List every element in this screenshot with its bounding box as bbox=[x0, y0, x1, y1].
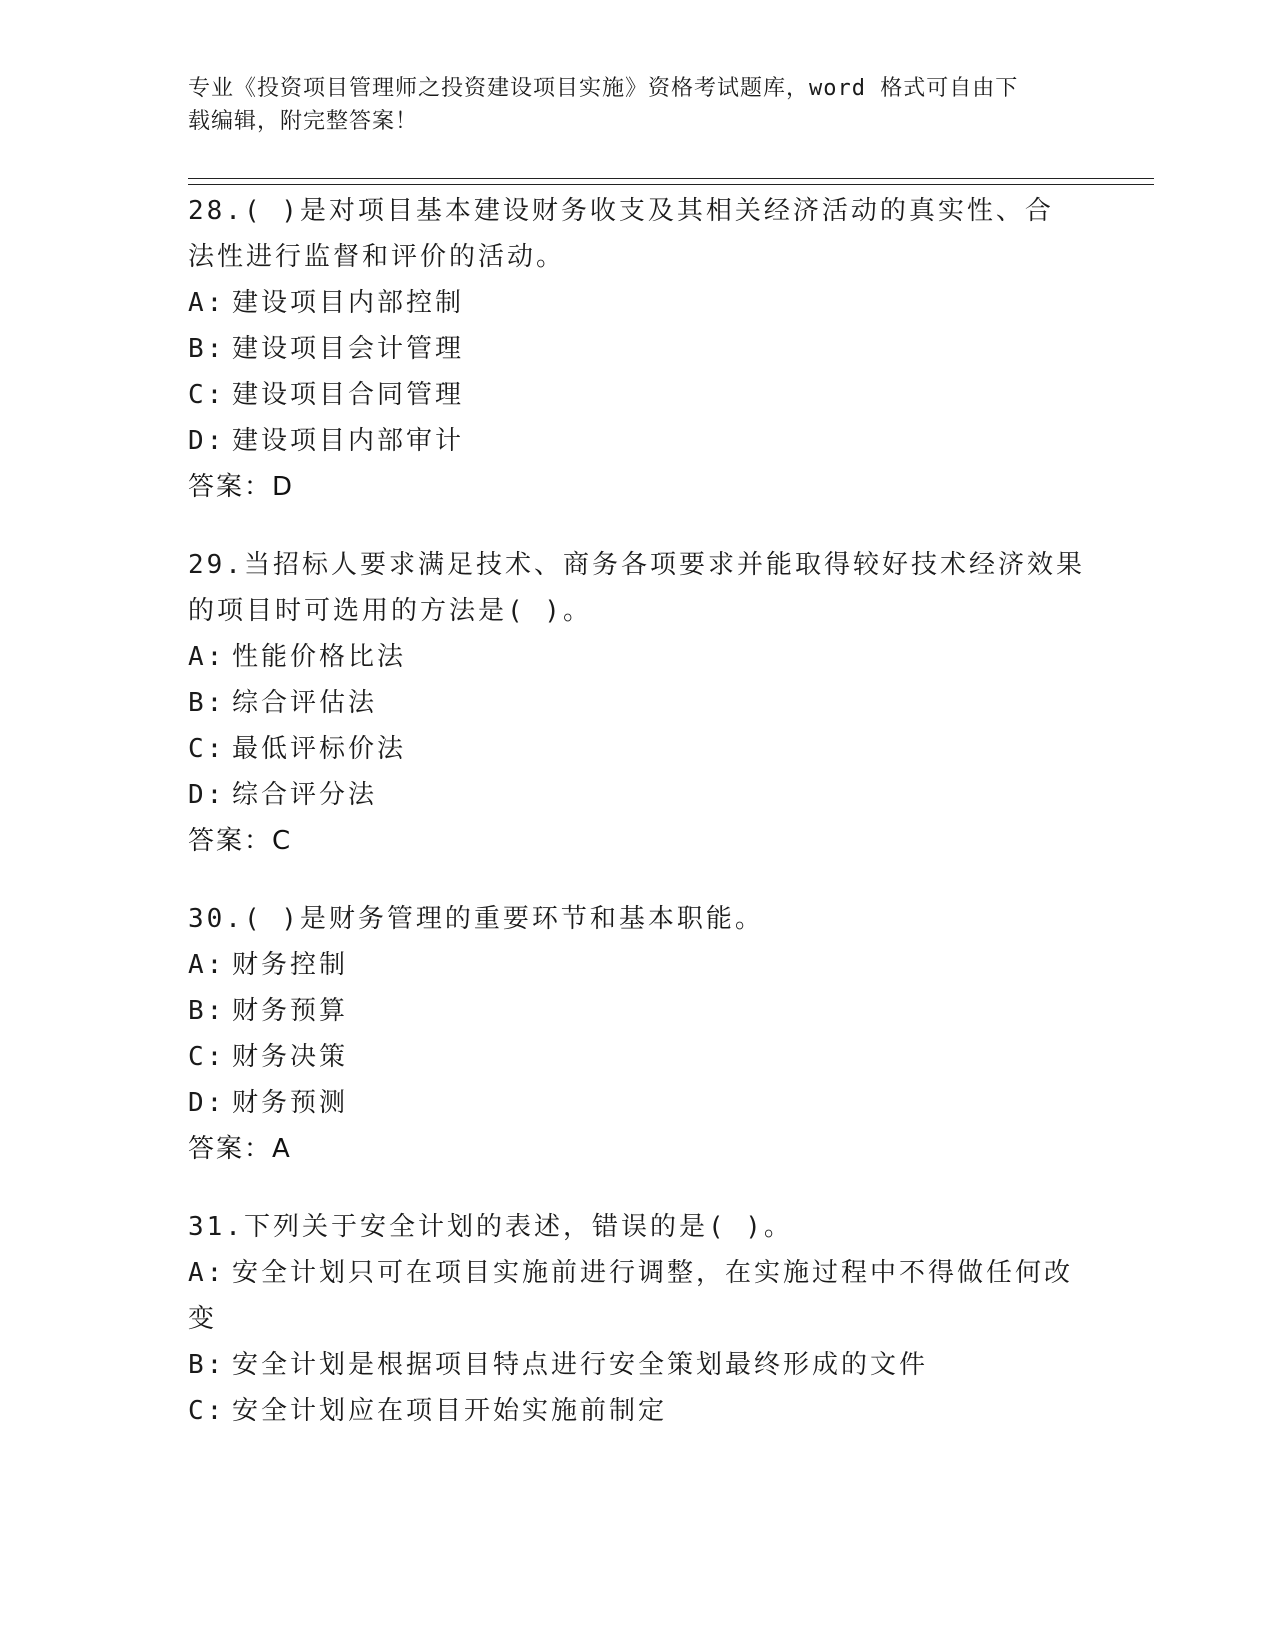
option-text: 财务决策 bbox=[232, 1042, 349, 1072]
question-stem-line: 31.下列关于安全计划的表述，错误的是( )。 bbox=[188, 1212, 793, 1242]
option-a bbox=[188, 280, 1088, 326]
question-stem-line: 30.( )是财务管理的重要环节和基本职能。 bbox=[188, 904, 764, 934]
option-letter: C: bbox=[188, 734, 226, 764]
question-stem-line: 法性进行监督和评价的活动。 bbox=[188, 242, 566, 272]
question-31 bbox=[188, 1204, 1088, 1434]
option-text: 建设项目合同管理 bbox=[232, 380, 465, 410]
question-28 bbox=[188, 188, 1088, 510]
question-stem-line: 29.当招标人要求满足技术、商务各项要求并能取得较好技术经济效果 bbox=[188, 550, 1085, 580]
option-letter: A: bbox=[188, 288, 226, 318]
option-letter: A: bbox=[188, 642, 226, 672]
option-letter: D: bbox=[188, 780, 226, 810]
header-line-1: 专业《投资项目管理师之投资建设项目实施》资格考试题库，word 格式可自由下 bbox=[188, 76, 1019, 101]
option-text: 安全计划是根据项目特点进行安全策划最终形成的文件 bbox=[232, 1350, 929, 1380]
header-divider-bottom bbox=[188, 184, 1154, 185]
option-d bbox=[188, 418, 1088, 464]
option-c bbox=[188, 726, 1088, 772]
question-list bbox=[188, 188, 1088, 1466]
option-b bbox=[188, 988, 1088, 1034]
option-d bbox=[188, 1080, 1088, 1126]
question-stem-line: 的项目时可选用的方法是( )。 bbox=[188, 596, 592, 626]
question-stem-line: 28.( )是对项目基本建设财务收支及其相关经济活动的真实性、合 bbox=[188, 196, 1054, 226]
option-c bbox=[188, 372, 1088, 418]
option-d bbox=[188, 772, 1088, 818]
option-letter: A: bbox=[188, 1258, 226, 1288]
option-text: 建设项目内部审计 bbox=[232, 426, 465, 456]
option-text: 性能价格比法 bbox=[232, 642, 407, 672]
option-letter: D: bbox=[188, 1088, 226, 1118]
document-header bbox=[188, 72, 1068, 138]
option-letter: D: bbox=[188, 426, 226, 456]
option-letter: C: bbox=[188, 1396, 226, 1426]
option-letter: B: bbox=[188, 688, 226, 718]
question-29 bbox=[188, 542, 1088, 864]
option-b bbox=[188, 326, 1088, 372]
header-line-2: 载编辑，附完整答案！ bbox=[188, 109, 419, 134]
option-text: 综合评分法 bbox=[232, 780, 378, 810]
answer-line: 答案：A bbox=[188, 1134, 292, 1164]
option-text: 安全计划应在项目开始实施前制定 bbox=[232, 1396, 668, 1426]
option-text: 财务预算 bbox=[232, 996, 349, 1026]
question-30 bbox=[188, 896, 1088, 1172]
option-letter: C: bbox=[188, 380, 226, 410]
option-letter: B: bbox=[188, 334, 226, 364]
header-divider-top bbox=[188, 178, 1154, 179]
option-a-continued bbox=[188, 1296, 1088, 1342]
answer-line: 答案：D bbox=[188, 472, 295, 502]
answer-line: 答案：C bbox=[188, 826, 293, 856]
option-text: 安全计划只可在项目实施前进行调整，在实施过程中不得做任何改 bbox=[232, 1258, 1074, 1288]
option-letter: C: bbox=[188, 1042, 226, 1072]
option-text: 建设项目会计管理 bbox=[232, 334, 465, 364]
option-letter: A: bbox=[188, 950, 226, 980]
option-text: 财务控制 bbox=[232, 950, 349, 980]
option-c bbox=[188, 1388, 1088, 1434]
option-letter: B: bbox=[188, 996, 226, 1026]
option-b bbox=[188, 680, 1088, 726]
option-letter: B: bbox=[188, 1350, 226, 1380]
option-a bbox=[188, 634, 1088, 680]
option-a bbox=[188, 942, 1088, 988]
option-text: 最低评标价法 bbox=[232, 734, 407, 764]
option-c bbox=[188, 1034, 1088, 1080]
option-text: 建设项目内部控制 bbox=[232, 288, 465, 318]
option-b bbox=[188, 1342, 1088, 1388]
option-text: 变 bbox=[188, 1304, 218, 1334]
option-text: 财务预测 bbox=[232, 1088, 349, 1118]
option-a bbox=[188, 1250, 1088, 1296]
option-text: 综合评估法 bbox=[232, 688, 378, 718]
